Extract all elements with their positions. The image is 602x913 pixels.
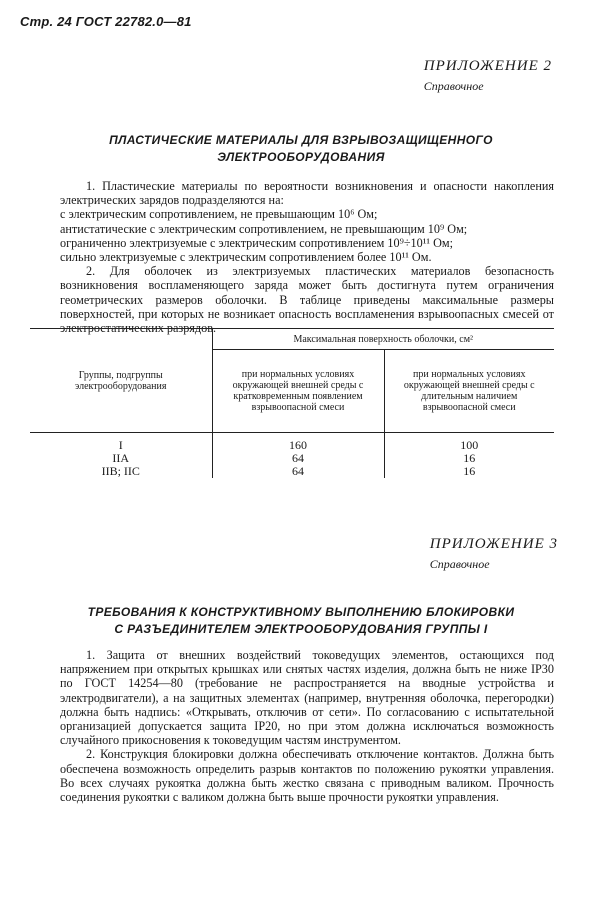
table-cell-long: 100 xyxy=(460,438,479,452)
table-cell-group: IIB; IIC xyxy=(30,465,212,478)
appendix-3-heading xyxy=(430,536,558,572)
appendix-2-item-1: с электрическим сопротивлением, не превышающим 10⁶ Ом; xyxy=(60,207,378,222)
table-cell-short: 64 xyxy=(212,465,384,478)
appendix-2-heading xyxy=(424,58,552,94)
table-cell-group: I xyxy=(30,433,212,453)
table-header-groups: Группы, подгруппы электрооборудования xyxy=(30,329,212,433)
table-cell-group: IIA xyxy=(30,452,212,465)
table-cell-long: 16 xyxy=(463,464,476,478)
table-cell-short: 64 xyxy=(212,452,384,465)
appendix-2-item-3: ограниченно электризуемые с электрическим сопротивлением 10⁹÷10¹¹ Ом; xyxy=(60,235,454,250)
appendix-3-title-line2: С РАЗЪЕДИНИТЕЛЕМ ЭЛЕКТРООБОРУДОВАНИЯ ГРУППЫ I xyxy=(114,622,488,636)
appendix-3-paragraph-2: 2. Конструкция блокировки должна обеспечивать отключение контактов. Должна быть обеспечена возможность определить разрыв контактов по положению рукоятки управления. Во всех случаях рукоятка должна быть жестко связана с приводным валиком. Прочность соединения рукоятки с валиком должна быть выше прочности рукоятки управления. xyxy=(60,747,554,805)
appendix-3-title xyxy=(0,604,602,638)
appendix-2-body xyxy=(60,179,554,335)
appendix-2-number: ПРИЛОЖЕНИЕ 2 xyxy=(423,58,552,74)
appendix-3-body xyxy=(60,648,554,804)
appendix-2-item-4: сильно электризуемые с электрическим сопротивлением более 10¹¹ Ом. xyxy=(60,250,432,265)
appendix-3-number: ПРИЛОЖЕНИЕ 3 xyxy=(429,536,558,552)
appendix-2-title-line1: ПЛАСТИЧЕСКИЕ МАТЕРИАЛЫ ДЛЯ ВЗРЫВОЗАЩИЩЕННОГО xyxy=(109,133,493,147)
table-cell-short: 160 xyxy=(212,433,384,453)
appendix-2-paragraph-1: 1. Пластические материалы по вероятности возникновения и опасности накопления электрических зарядов подразделяются на: xyxy=(60,179,554,208)
appendix-2-paragraph-2: 2. Для оболочек из электризуемых пластических материалов безопасность возникновения воспламеняющего заряда может быть достигнута путем ограничения геометрических размеров оболочки. В таблице приведены максимальные размеры поверхностей, при которых не возникает опасность воспламенения взрывоопасных смесей от электростатических разрядов. xyxy=(60,264,554,336)
table-header-short-exposure: при нормальных условиях окружающей внешней среды с кратковременным появлением взрывоопасной смеси xyxy=(212,350,384,433)
table-cell-long: 16 xyxy=(463,451,476,465)
table-header-long-exposure: при нормальных условиях окружающей внешней среды с длительным наличием взрывоопасной смеси xyxy=(384,350,554,433)
surface-area-table xyxy=(30,328,554,478)
appendix-2-title-line2: ЭЛЕКТРООБОРУДОВАНИЯ xyxy=(217,150,385,164)
page-header: Стр. 24 ГОСТ 22782.0—81 xyxy=(20,14,192,29)
appendix-2-title xyxy=(0,132,602,166)
appendix-2-item-2: антистатические с электрическим сопротивлением, не превышающим 10⁹ Ом; xyxy=(60,221,468,236)
appendix-3-title-line1: ТРЕБОВАНИЯ К КОНСТРУКТИВНОМУ ВЫПОЛНЕНИЮ БЛОКИРОВКИ xyxy=(87,605,515,619)
appendix-3-kind: Справочное xyxy=(429,557,490,571)
table-header-max-surface: Максимальная поверхность оболочки, см² xyxy=(212,329,554,350)
appendix-2-kind: Справочное xyxy=(423,79,484,93)
appendix-3-paragraph-1: 1. Защита от внешних воздействий токоведущих элементов, остающихся под напряжением при открытых крышках или снятых частях изделия, должна быть не ниже IP30 по ГОСТ 14254—80 (требование не распространяется на вводные устройства и электродвигатели), а на защитных элементах (например, внутренняя оболочка, перегородки) должна быть надпись: «Открывать, отключив от сети». По согласованию с испытательной организацией допускается защита IP20, но при этом должна исключаться возможность случайного прикосновения к токоведущим частям инструментом. xyxy=(60,648,554,748)
